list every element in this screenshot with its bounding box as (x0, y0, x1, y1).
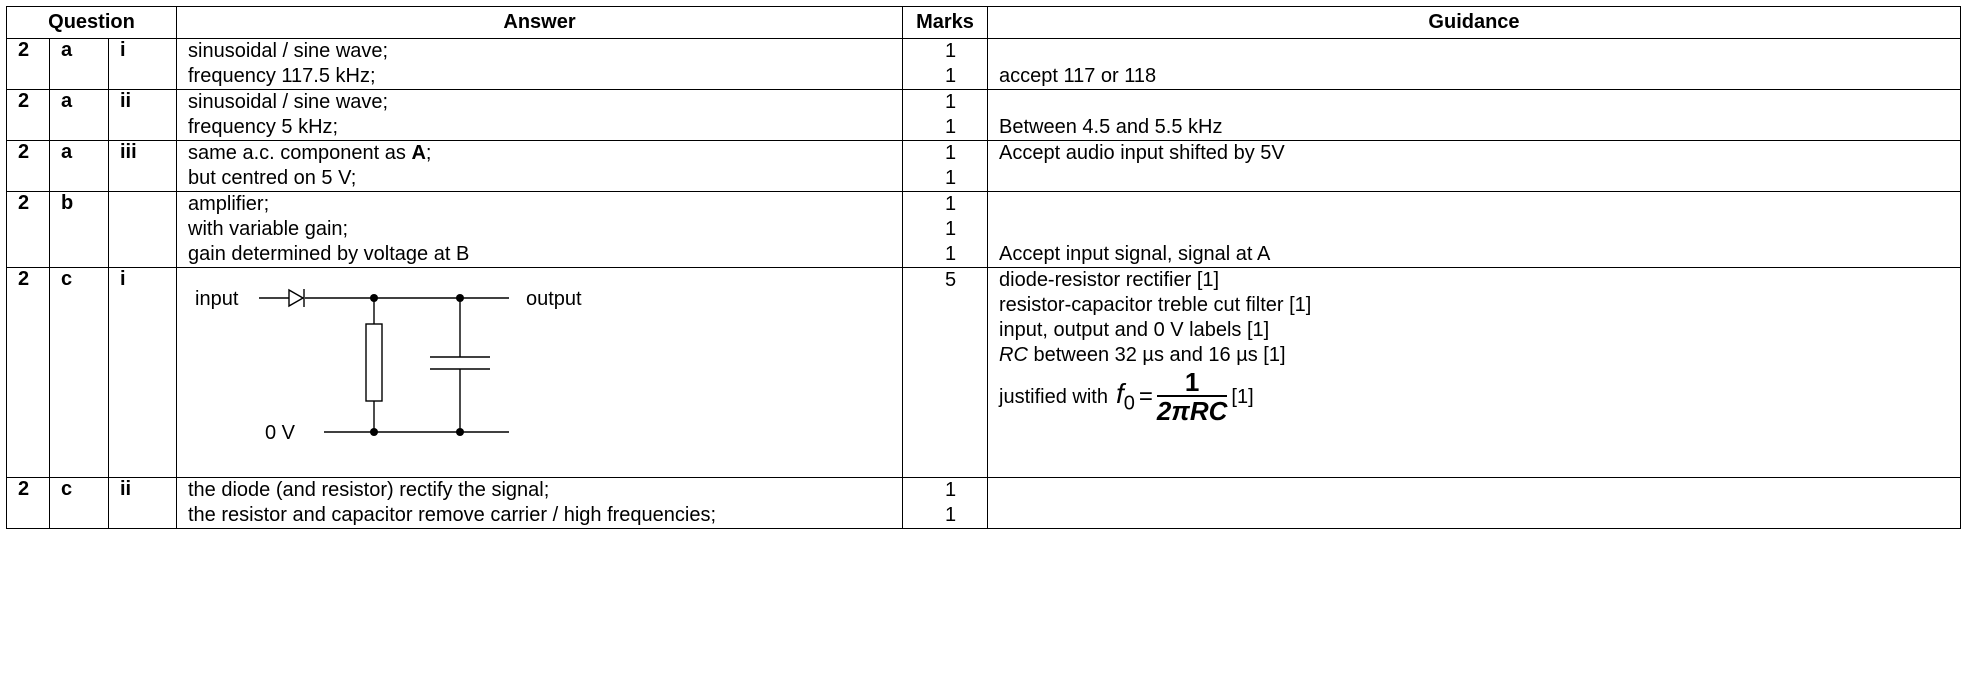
guidance-line (999, 90, 1960, 115)
answer-line (188, 141, 902, 166)
guidance-text: between 32 µs and 16 µs [1] (1027, 344, 1286, 366)
formula-equals: = (1138, 383, 1153, 410)
guidance-cell (988, 192, 1961, 268)
mark-value: 1 (944, 91, 957, 113)
guidance-line: Between 4.5 and 5.5 kHz (999, 116, 1223, 138)
guidance-line: Accept input signal, signal at A (999, 243, 1271, 265)
marks-cell (903, 90, 988, 141)
guidance-cell (988, 39, 1961, 90)
mark-value: 1 (944, 504, 957, 526)
mark-value: 1 (944, 40, 957, 62)
mark-value: 1 (944, 243, 957, 265)
question-subpart: ii (109, 478, 177, 529)
resistor-icon (366, 324, 382, 401)
answer-line: sinusoidal / sine wave; (188, 40, 389, 62)
junction-dot (456, 294, 464, 302)
guidance-line: input, output and 0 V labels [1] (999, 319, 1270, 341)
question-subpart: i (109, 268, 177, 478)
header-guidance: Guidance (988, 7, 1961, 39)
answer-line: frequency 5 kHz; (188, 116, 339, 138)
answer-cell (177, 478, 903, 529)
answer-line: the diode (and resistor) rectify the signal; (188, 479, 550, 501)
question-part: c (50, 268, 109, 478)
header-row (7, 7, 1961, 39)
question-number: 2 (7, 478, 50, 529)
mark-value: 1 (944, 116, 957, 138)
junction-dot (370, 294, 378, 302)
header-marks: Marks (903, 7, 988, 39)
answer-line: the resistor and capacitor remove carrier / high frequencies; (188, 504, 717, 526)
header-question: Question (7, 7, 177, 39)
answer-text: ; (425, 142, 432, 164)
formula-numerator: 1 (1184, 367, 1200, 397)
marks-cell (903, 141, 988, 192)
guidance-cell (988, 268, 1961, 478)
question-number: 2 (7, 268, 50, 478)
guidance-cell (988, 90, 1961, 141)
answer-line: but centred on 5 V; (188, 167, 357, 189)
question-part: a (50, 90, 109, 141)
answer-bold-term: A (411, 142, 426, 164)
answer-line: with variable gain; (188, 218, 349, 240)
table-row (7, 268, 1961, 478)
mark-scheme-table (6, 6, 1961, 529)
question-subpart (109, 192, 177, 268)
question-part: a (50, 141, 109, 192)
mark-value: 1 (944, 167, 957, 189)
question-number: 2 (7, 39, 50, 90)
answer-line: gain determined by voltage at B (188, 243, 470, 265)
formula-f: f (1115, 378, 1124, 410)
formula-line (999, 368, 1960, 426)
circuit-diagram-cell (177, 268, 903, 478)
question-subpart: ii (109, 90, 177, 141)
answer-cell (177, 90, 903, 141)
question-number: 2 (7, 192, 50, 268)
table-row (7, 192, 1961, 268)
header-answer: Answer (177, 7, 903, 39)
answer-line: frequency 117.5 kHz; (188, 65, 376, 87)
mark-value: 5 (944, 269, 957, 291)
mark-value: 1 (944, 142, 957, 164)
guidance-line (999, 217, 1960, 242)
guidance-line: diode-resistor rectifier [1] (999, 269, 1220, 291)
guidance-line (999, 343, 1960, 368)
marks-cell (903, 478, 988, 529)
guidance-line (999, 39, 1960, 64)
guidance-line: accept 117 or 118 (999, 65, 1157, 87)
answer-cell (177, 141, 903, 192)
formula-denominator: 2πRC (1156, 396, 1228, 426)
mark-value: 1 (944, 193, 957, 215)
guidance-cell (988, 141, 1961, 192)
formula-label: justified with (999, 385, 1108, 408)
junction-dot (456, 428, 464, 436)
guidance-cell (988, 478, 1961, 529)
table-row (7, 39, 1961, 90)
mark-value: 1 (944, 218, 957, 240)
question-subpart: i (109, 39, 177, 90)
answer-text: same a.c. component as (188, 142, 412, 164)
ground-label: 0 V (265, 422, 296, 444)
rc-symbol: RC (999, 344, 1028, 366)
question-part: a (50, 39, 109, 90)
guidance-line (999, 192, 1960, 217)
question-part: b (50, 192, 109, 268)
formula-subscript: 0 (1123, 392, 1135, 415)
question-subpart: iii (109, 141, 177, 192)
formula-fraction (1157, 369, 1228, 425)
table-row (7, 141, 1961, 192)
table-row (7, 90, 1961, 141)
junction-dot (370, 428, 378, 436)
marks-cell (903, 39, 988, 90)
circuit-diagram (177, 268, 903, 477)
guidance-line: resistor-capacitor treble cut filter [1] (999, 294, 1312, 316)
formula-symbol (1116, 378, 1135, 416)
marks-cell (903, 192, 988, 268)
answer-line: sinusoidal / sine wave; (188, 91, 389, 113)
mark-value: 1 (944, 479, 957, 501)
question-number: 2 (7, 90, 50, 141)
guidance-line: Accept audio input shifted by 5V (999, 142, 1285, 164)
answer-cell (177, 39, 903, 90)
answer-line: amplifier; (188, 193, 270, 215)
answer-cell (177, 192, 903, 268)
marks-cell (903, 268, 988, 478)
formula-tail: [1] (1231, 385, 1254, 408)
diode-icon (289, 290, 303, 306)
question-part: c (50, 478, 109, 529)
mark-value: 1 (944, 65, 957, 87)
question-number: 2 (7, 141, 50, 192)
output-label: output (526, 288, 582, 310)
input-label: input (195, 288, 239, 310)
table-row (7, 478, 1961, 529)
